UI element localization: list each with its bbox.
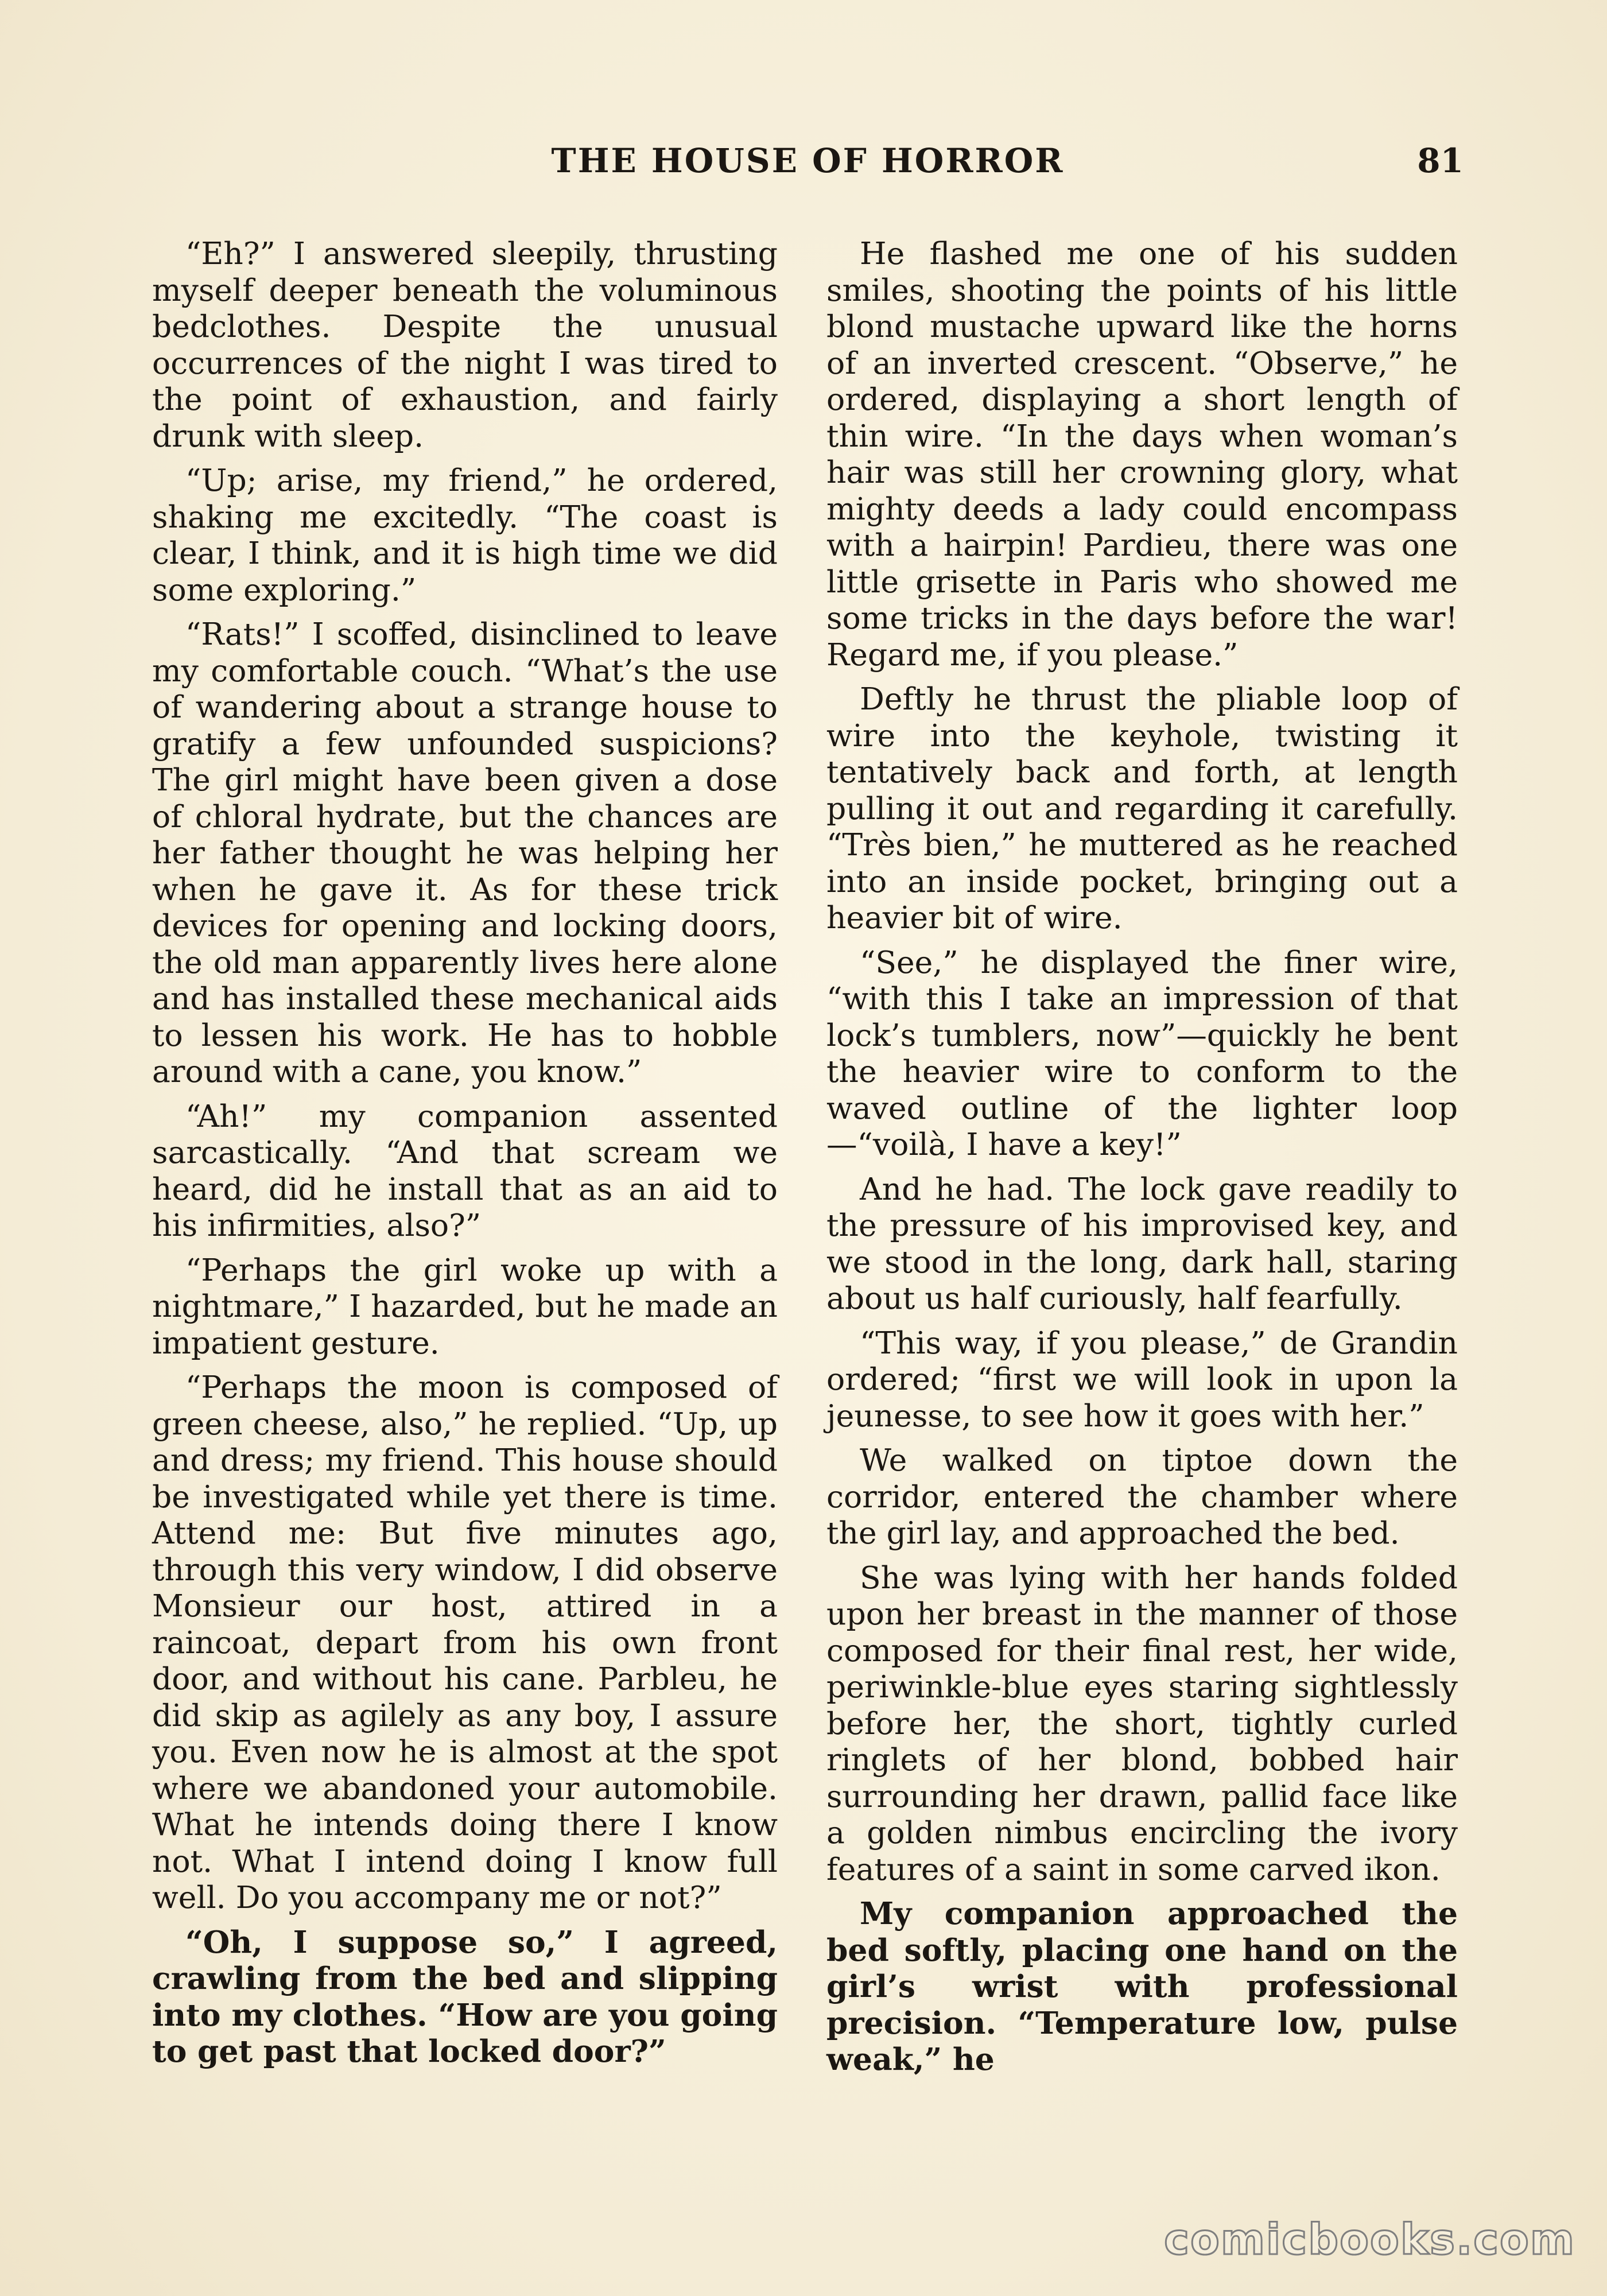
- paragraph: She was lying with her hands folded upon her breast in the manner of those composed for their final rest, her wide, periwinkle-blue eyes staring sightlessly before her, the short, tightly curled ringlets of her blond, bobbed hair surrounding her drawn, pallid face like a golden nimbus encircling the ivory features of a saint in some carved ikon.: [826, 1559, 1458, 1887]
- left-column: [152, 235, 778, 2078]
- paragraph: “Perhaps the moon is composed of green cheese, also,” he replied. “Up, up and dress; my friend. This house should be investigated while yet there is time. Attend me: But five minutes ago, through this very window, I did observe Monsieur our host, attired in a raincoat, depart from his own front door, and without his cane. Parbleu, he did skip as agilely as any boy, I assure you. Even now he is almost at the spot where we abandoned your automobile. What he intends doing there I know not. What I intend doing I know full well. Do you accompany me or not?”: [152, 1369, 778, 1915]
- paragraph: “Ah!” my companion assented sarcastically. “And that scream we heard, did he install that as an aid to his infirmities, also?”: [152, 1097, 778, 1243]
- paragraph: “Perhaps the girl woke up with a nightmare,” I hazarded, but he made an impatient gesture.: [152, 1251, 778, 1361]
- watermark: comicbooks.com: [1164, 2215, 1575, 2264]
- page-number: 81: [1417, 141, 1464, 180]
- paragraph: “This way, if you please,” de Grandin ordered; “first we will look in upon la jeunesse, to see how it goes with her.”: [826, 1324, 1458, 1434]
- paragraph: He flashed me one of his sudden smiles, shooting the points of his little blond mustache upward like the horns of an inverted crescent. “Observe,” he ordered, displaying a short length of thin wire. “In the days when woman’s hair was still her crowning glory, what mighty deeds a lady could encompass with a hairpin! Pardieu, there was one little grisette in Paris who showed me some tricks in the days before the war! Regard me, if you please.”: [826, 235, 1458, 673]
- paragraph: “See,” he displayed the finer wire, “with this I take an impression of that lock’s tumblers, now”—quickly he bent the heavier wire to conform to the waved outline of the lighter loop—“voilà, I have a key!”: [826, 944, 1458, 1162]
- paragraph: My companion approached the bed softly, placing one hand on the girl’s wrist with professional precision. “Temperature low, pulse weak,” he: [826, 1895, 1458, 2077]
- paragraph: Deftly he thrust the pliable loop of wire into the keyhole, twisting it tentatively back and forth, at length pulling it out and regarding it carefully. “Très bien,” he muttered as he reached into an inside pocket, bringing out a heavier bit of wire.: [826, 681, 1458, 936]
- paragraph: And he had. The lock gave readily to the pressure of his improvised key, and we stood in the long, dark hall, staring about us half curiously, half fearfully.: [826, 1170, 1458, 1316]
- paragraph: We walked on tiptoe down the corridor, entered the chamber where the girl lay, and approached the bed.: [826, 1442, 1458, 1551]
- paragraph: “Rats!” I scoffed, disinclined to leave my comfortable couch. “What’s the use of wandering about a strange house to gratify a few unfounded suspicions? The girl might have been given a dose of chloral hydrate, but the chances are her father thought he was helping her when he gave it. As for these trick devices for opening and locking doors, the old man apparently lives here alone and has installed these mechanical aids to lessen his work. He has to hobble around with a cane, you know.”: [152, 616, 778, 1089]
- paragraph: “Eh?” I answered sleepily, thrusting myself deeper beneath the voluminous bedclothes. Despite the unusual occurrences of the night I was tired to the point of exhaustion, and fairly drunk with sleep.: [152, 235, 778, 454]
- header-title: THE HOUSE OF HORROR: [551, 141, 1065, 180]
- running-header: [152, 137, 1464, 188]
- paragraph: “Oh, I suppose so,” I agreed, crawling from the bed and slipping into my clothes. “How are you going to get past that locked door?”: [152, 1923, 778, 2069]
- right-column: [826, 235, 1458, 2086]
- paragraph: “Up; arise, my friend,” he ordered, shaking me excitedly. “The coast is clear, I think, and it is high time we did some exploring.”: [152, 462, 778, 608]
